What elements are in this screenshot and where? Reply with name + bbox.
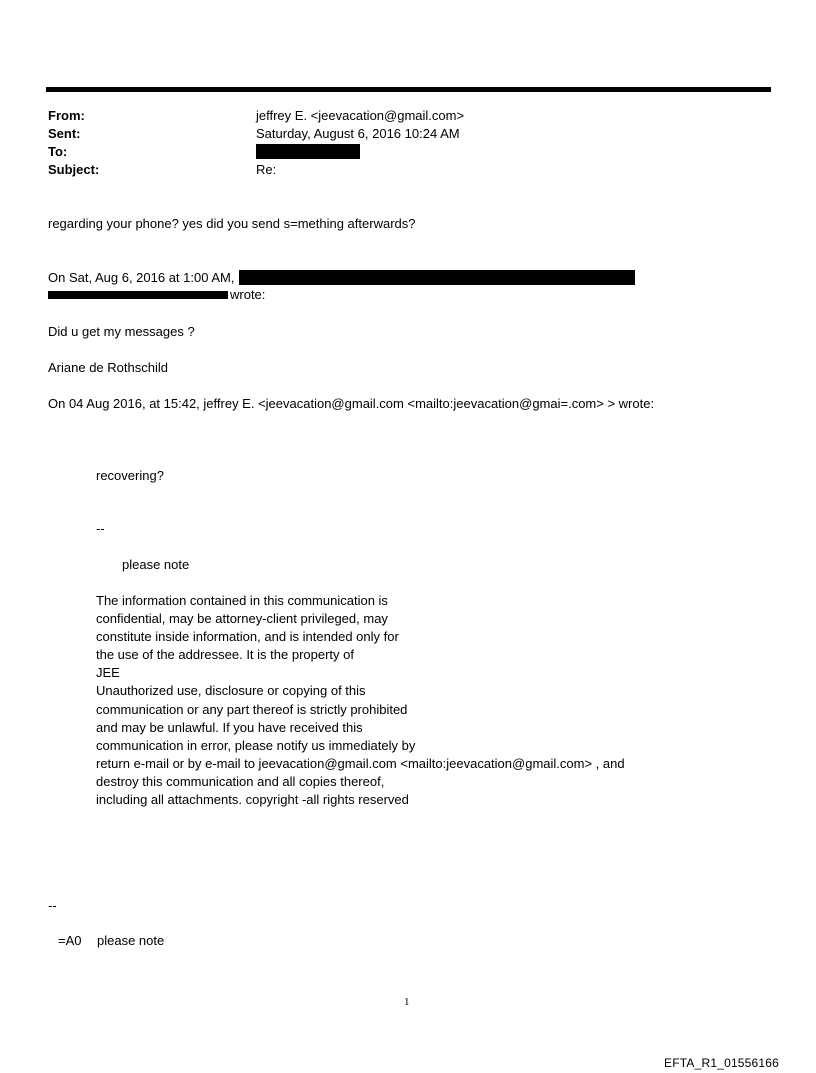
quote-intro: On Sat, Aug 6, 2016 at 1:00 AM, xyxy=(48,270,235,285)
inner-please-note: please note xyxy=(122,557,190,572)
disclaimer-line: destroy this communication and all copies thereof, xyxy=(96,773,385,789)
disclaimer-line: The information contained in this communication is xyxy=(96,593,388,608)
outer-please-note: please note xyxy=(97,933,165,948)
subject-label: Subject: xyxy=(48,162,100,177)
recovering-line: recovering? xyxy=(96,468,164,483)
disclaimer-line: Unauthorized use, disclosure or copying of this xyxy=(96,683,366,699)
a0-marker: =A0 xyxy=(58,933,82,948)
disclaimer-line: confidential, may be attorney-client privileged, may xyxy=(96,611,388,627)
quote-wrote: wrote: xyxy=(230,287,266,302)
disclaimer-line: including all attachments. copyright -all rights reserved xyxy=(96,792,409,808)
inner-dashes: -- xyxy=(96,521,105,536)
disclaimer-block xyxy=(96,592,625,809)
sent-value: Saturday, August 6, 2016 10:24 AM xyxy=(256,126,460,141)
question-line: Did u get my messages ? xyxy=(48,324,195,339)
from-label: From: xyxy=(48,108,85,123)
page-number: 1 xyxy=(404,996,410,1008)
sender-redaction xyxy=(239,270,635,285)
disclaimer-line: communication in error, please notify us immediately by xyxy=(96,737,416,753)
signature-name: Ariane de Rothschild xyxy=(48,360,168,375)
document-id: EFTA_R1_01556166 xyxy=(664,1056,780,1070)
to-redaction xyxy=(256,144,360,159)
disclaimer-line: JEE xyxy=(96,665,120,681)
disclaimer-line: the use of the addressee. It is the property of xyxy=(96,647,354,663)
reply-line: regarding your phone? yes did you send s=mething afterwards? xyxy=(48,216,416,231)
email-redaction xyxy=(48,291,228,299)
from-value: jeffrey E. <jeevacation@gmail.com> xyxy=(256,108,465,123)
disclaimer-line: and may be unlawful. If you have received this xyxy=(96,719,363,735)
subject-value: Re: xyxy=(256,162,277,177)
disclaimer-line: communication or any part thereof is strictly prohibited xyxy=(96,701,408,717)
outer-dashes: -- xyxy=(48,898,57,913)
disclaimer-line: constitute inside information, and is intended only for xyxy=(96,629,399,645)
earlier-intro: On 04 Aug 2016, at 15:42, jeffrey E. <jeevacation@gmail.com <mailto:jeevacation@gmai=.com> > wrote: xyxy=(48,396,655,411)
disclaimer-line: return e-mail or by e-mail to jeevacation@gmail.com <mailto:jeevacation@gmail.com> , and xyxy=(96,755,625,771)
header-rule xyxy=(46,87,771,92)
sent-label: Sent: xyxy=(48,126,81,141)
to-label: To: xyxy=(48,144,68,159)
